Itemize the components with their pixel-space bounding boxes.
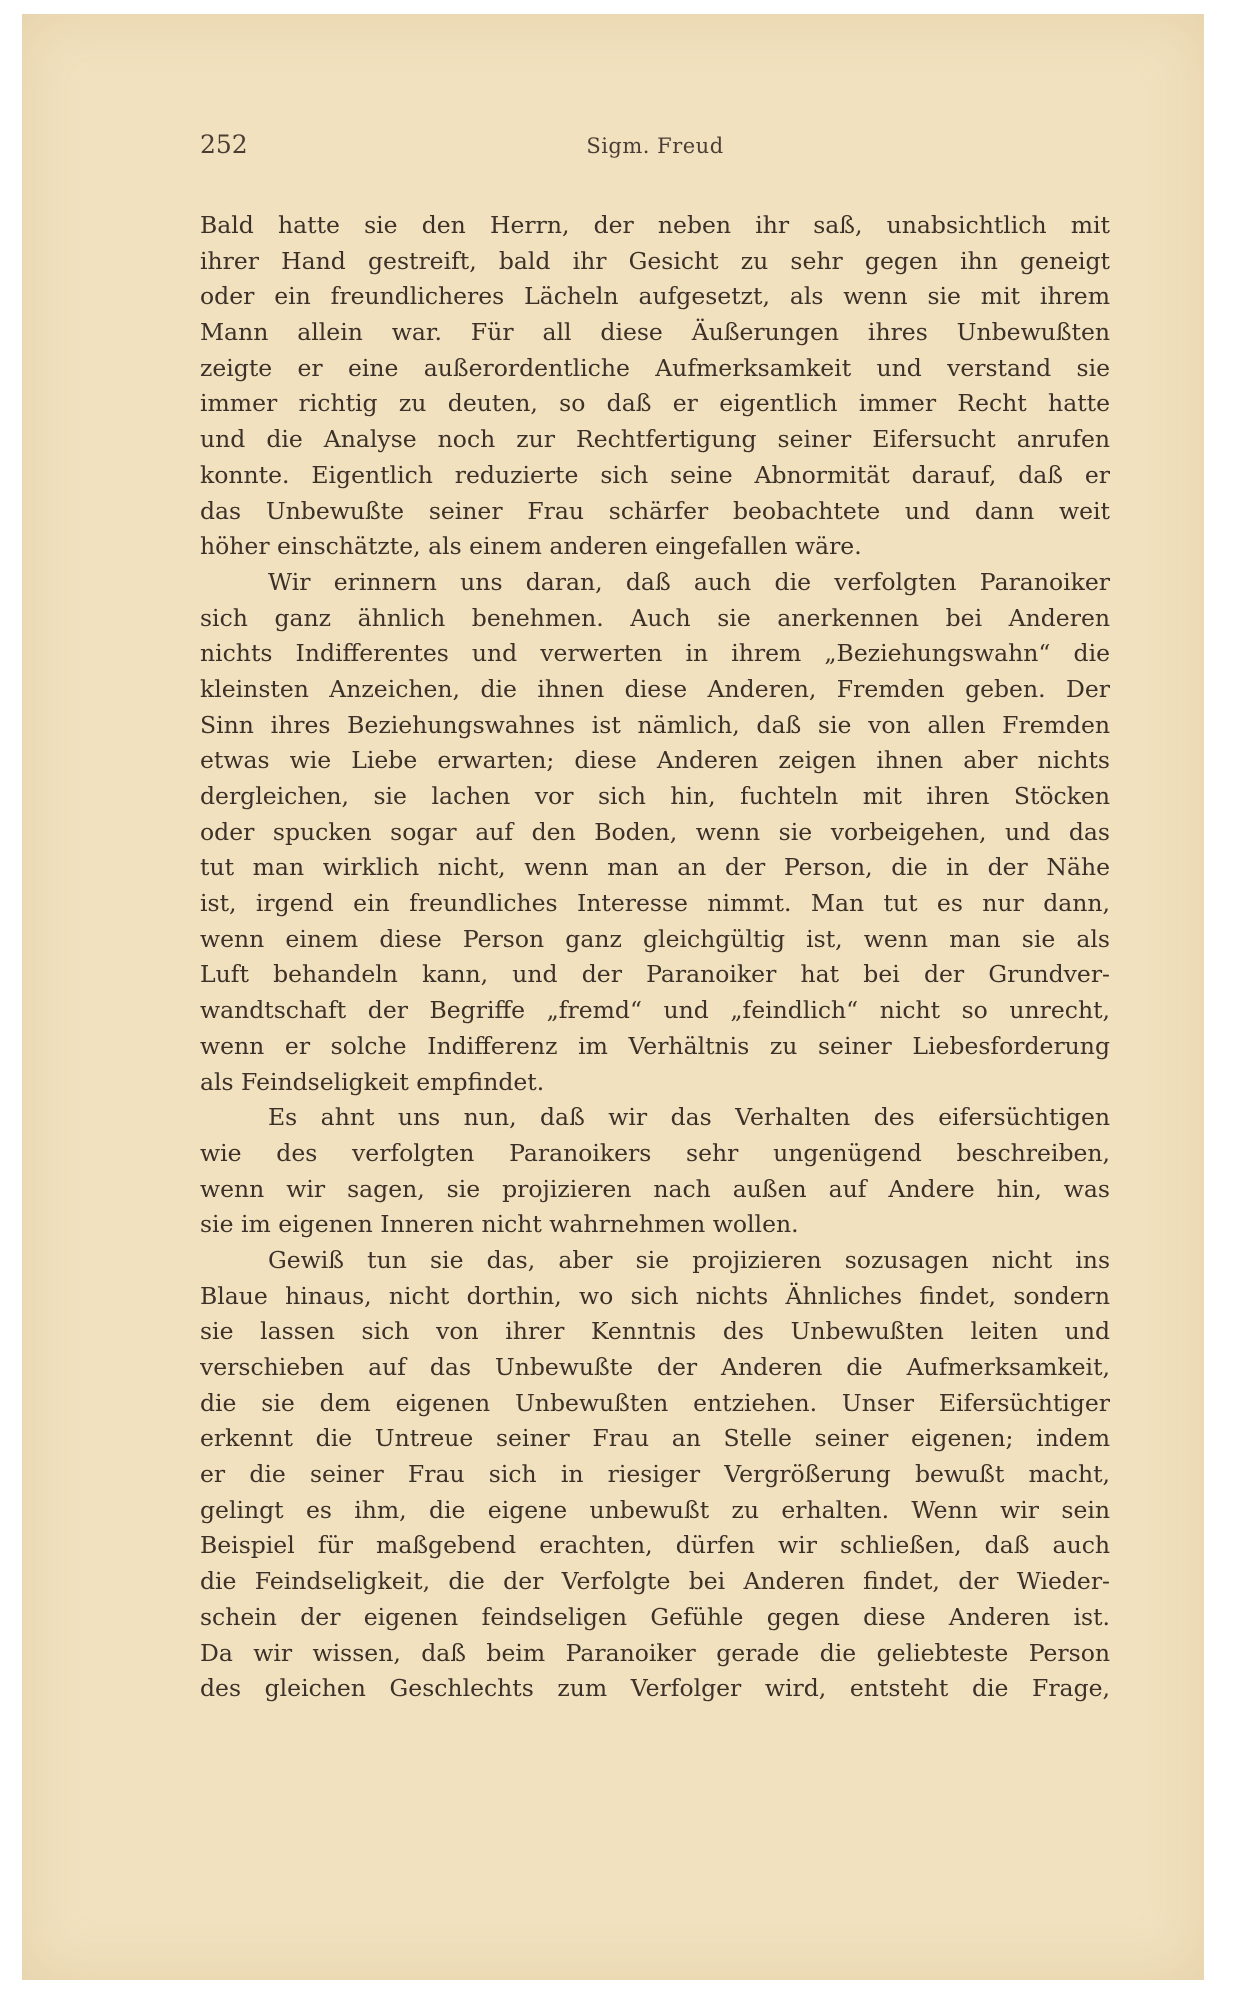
text-line: er die seiner Frau sich in riesiger Vergrößerung bewußt macht, [200,1460,1110,1489]
text-line: sie lassen sich von ihrer Kenntnis des Unbewußten leiten und [200,1317,1110,1346]
text-line: die sie dem eigenen Unbewußten entziehen. Unser Eifersüchtiger [200,1388,1110,1417]
text-line: und die Analyse noch zur Rechtfertigung seiner Eifersucht anrufen [200,425,1110,454]
text-line: oder ein freundlicheres Lächeln aufgesetzt, als wenn sie mit ihrem [200,282,1110,311]
text-line: wandtschaft der Begriffe „fremd“ und „feindlich“ nicht so unrecht, [200,996,1110,1025]
text-line: dergleichen, sie lachen vor sich hin, fuchteln mit ihren Stöcken [200,782,1110,810]
text-line: kleinsten Anzeichen, die ihnen diese Anderen, Fremden geben. Der [200,674,1110,703]
text-line: sich ganz ähnlich benehmen. Auch sie anerkennen bei Anderen [200,603,1110,632]
text-line: schein der eigenen feindseligen Gefühle gegen diese Anderen ist. [200,1602,1110,1631]
text-line: das Unbewußte seiner Frau schärfer beobachtete und dann weit [200,496,1110,525]
text-line: Da wir wissen, daß beim Paranoiker gerade die geliebteste Person [200,1638,1110,1667]
text-line: ist, irgend ein freundliches Interesse nimmt. Man tut es nur dann, [200,889,1110,918]
text-line: etwas wie Liebe erwarten; diese Anderen zeigen ihnen aber nichts [200,746,1110,775]
text-line: nichts Indifferentes und verwerten in ihrem „Beziehungswahn“ die [200,639,1110,668]
text-line: Mann allein war. Für all diese Äußerungen ihres Unbewußten [200,318,1110,347]
text-line: konnte. Eigentlich reduzierte sich seine Abnormität darauf, daß er [200,460,1110,489]
paragraph-start: Gewiß tun sie das, aber sie projizieren sozusagen nicht ins [268,1245,1110,1274]
text-line: als Feindseligkeit empfindet. [200,1067,545,1096]
text-line: oder spucken sogar auf den Boden, wenn sie vorbeigehen, und das [200,817,1110,846]
text-line: Sinn ihres Beziehungswahnes ist nämlich, daß sie von allen Fremden [200,710,1110,739]
body-text [200,208,1110,1707]
running-head: Sigm. Freud [586,134,724,158]
text-line: wenn einem diese Person ganz gleichgültig ist, wenn man sie als [200,924,1110,953]
text-line: zeigte er eine außerordentliche Aufmerksamkeit und verstand sie [200,353,1110,382]
text-line: Bald hatte sie den Herrn, der neben ihr saß, unabsichtlich mit [200,211,1110,239]
paragraph-start: Es ahnt uns nun, daß wir das Verhalten des eifersüchtigen [268,1103,1110,1132]
text-line: die Feindseligkeit, die der Verfolgte bei Anderen findet, der Wieder- [200,1567,1110,1596]
text-line: wie des verfolgten Paranoikers sehr ungenügend beschreiben, [200,1138,1110,1167]
page-header [200,130,1110,170]
text-line: höher einschätzte, als einem anderen eingefallen wäre. [200,532,862,561]
text-line: verschieben auf das Unbewußte der Anderen die Aufmerksamkeit, [200,1353,1110,1381]
text-line: tut man wirklich nicht, wenn man an der Person, die in der Nähe [200,853,1110,882]
text-line: Luft behandeln kann, und der Paranoiker hat bei der Grundver- [200,960,1110,989]
paragraph-start: Wir erinnern uns daran, daß auch die verfolgten Paranoiker [268,567,1110,596]
text-line: des gleichen Geschlechts zum Verfolger wird, entsteht die Frage, [200,1674,1110,1703]
text-line: wenn er solche Indifferenz im Verhältnis zu seiner Liebesforderung [200,1031,1110,1060]
text-line: sie im eigenen Inneren nicht wahrnehmen wollen. [200,1210,799,1239]
text-line: Blaue hinaus, nicht dorthin, wo sich nichts Ähnliches findet, sondern [200,1281,1110,1310]
text-line: gelingt es ihm, die eigene unbewußt zu erhalten. Wenn wir sein [200,1495,1110,1524]
text-line: erkennt die Untreue seiner Frau an Stelle seiner eigenen; indem [200,1424,1110,1453]
text-line: Beispiel für maßgebend erachten, dürfen wir schließen, daß auch [200,1531,1110,1560]
page-number: 252 [200,130,248,159]
text-line: wenn wir sagen, sie projizieren nach außen auf Andere hin, was [200,1174,1110,1203]
text-line: ihrer Hand gestreift, bald ihr Gesicht zu sehr gegen ihn geneigt [200,246,1110,275]
text-line: immer richtig zu deuten, so daß er eigentlich immer Recht hatte [200,389,1110,418]
